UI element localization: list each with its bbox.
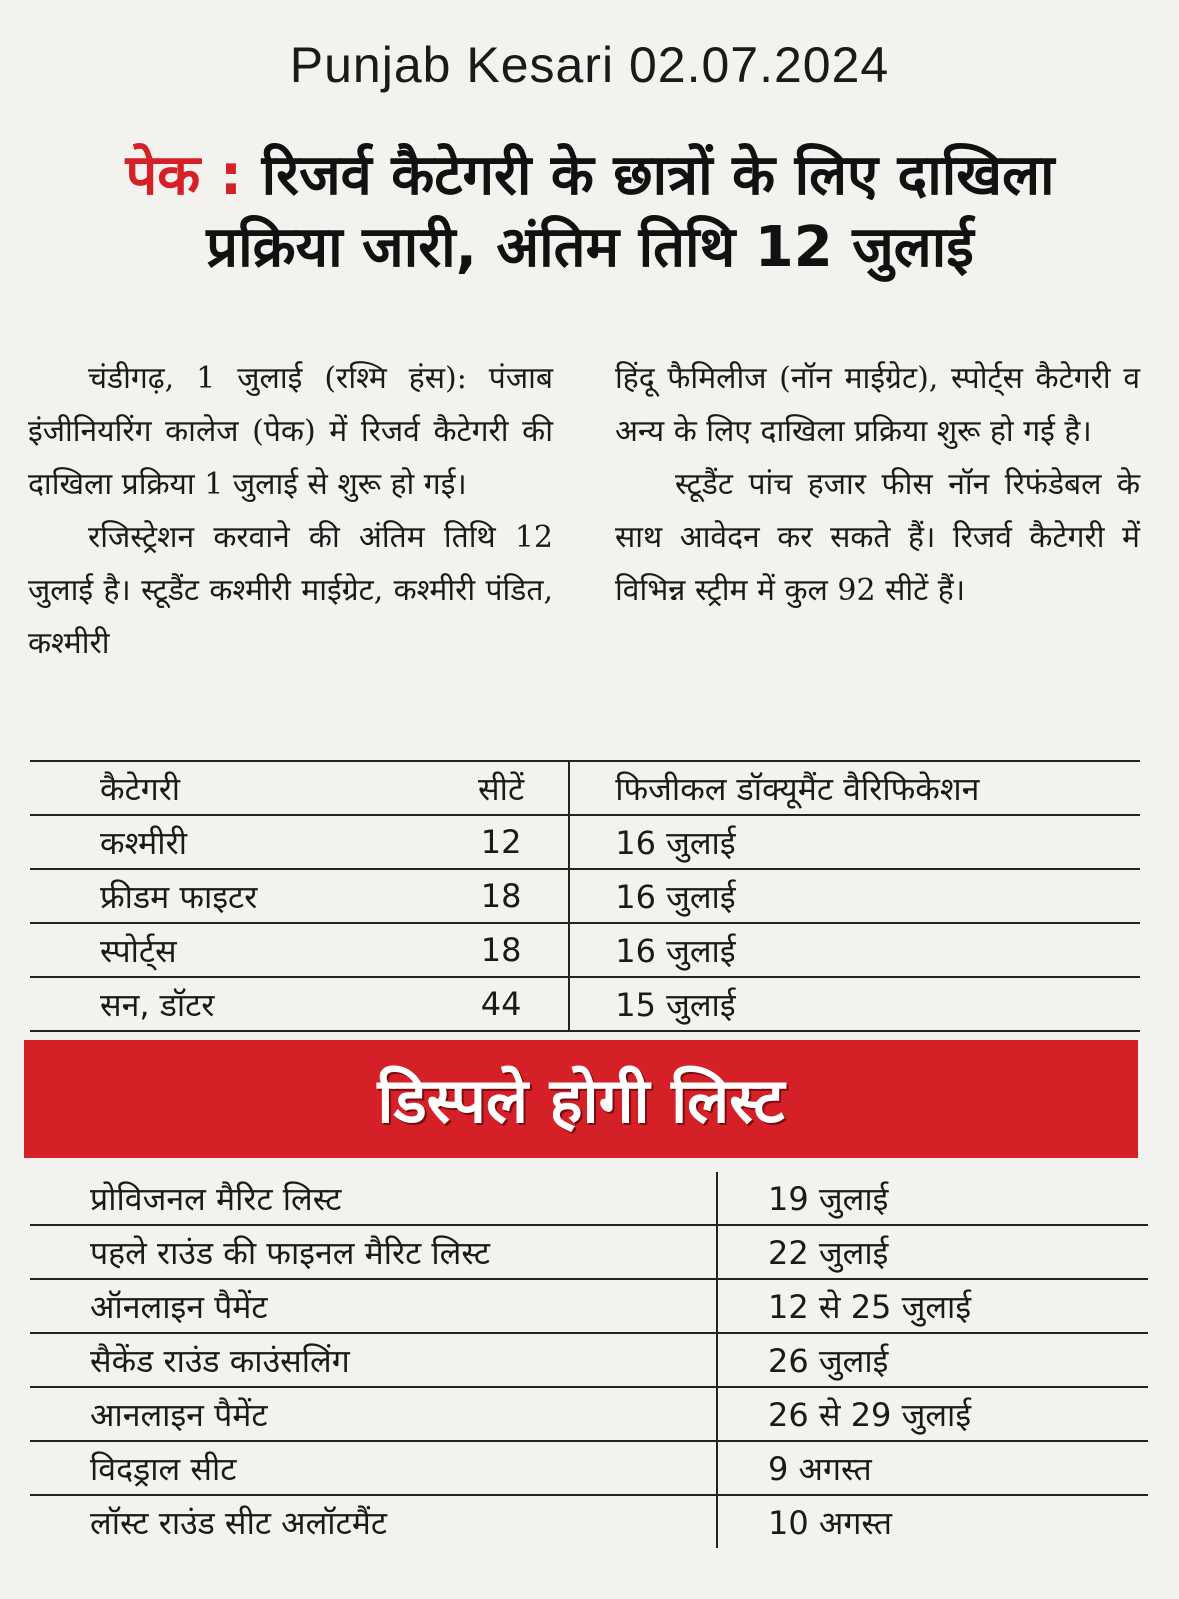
banner-title: डिस्पले होगी लिस्ट — [377, 1064, 785, 1137]
article-body — [28, 352, 1140, 670]
article-column-left — [28, 352, 553, 670]
table-cell: 18 — [434, 869, 569, 923]
table-cell: 18 — [434, 923, 569, 977]
table-cell: फ्रीडम फाइटर — [30, 869, 434, 923]
table-cell: 12 से 25 जुलाई — [717, 1279, 1148, 1333]
table-cell: 26 जुलाई — [717, 1333, 1148, 1387]
table-cell: ऑनलाइन पैमेंट — [30, 1279, 717, 1333]
article-paragraph: चंडीगढ़, 1 जुलाई (रश्मि हंस): पंजाब इंजीनियरिंग कालेज (पेक) में रिजर्व कैटेगरी की दाखिला प्रक्रिया 1 जुलाई से शुरू हो गई। — [28, 361, 553, 502]
table-cell: 9 अगस्त — [717, 1441, 1148, 1495]
table-row — [30, 1279, 1148, 1333]
table-row — [30, 1495, 1148, 1548]
table-cell: 15 जुलाई — [569, 977, 1140, 1031]
table-cell: आनलाइन पैमेंट — [30, 1387, 717, 1441]
table-row — [30, 815, 1140, 869]
table-row — [30, 1333, 1148, 1387]
table-row — [30, 869, 1140, 923]
table-cell: 12 — [434, 815, 569, 869]
table-cell: 16 जुलाई — [569, 869, 1140, 923]
section-banner — [24, 1040, 1138, 1158]
table-row — [30, 1441, 1148, 1495]
table-cell: लॉस्ट राउंड सीट अलॉटमैंट — [90, 1503, 387, 1542]
seats-table — [30, 760, 1140, 1032]
table-cell: स्पोर्ट्स — [30, 923, 434, 977]
table-header-row — [30, 761, 1140, 815]
table-row — [30, 977, 1140, 1031]
article-paragraph: रजिस्ट्रेशन करवाने की अंतिम तिथि 12 जुलाई है। स्टूडैंट कश्मीरी माईग्रेट, कश्मीरी पंडित, कश्मीरी — [28, 520, 553, 661]
table-cell: 16 जुलाई — [569, 815, 1140, 869]
headline-kicker: पेक : — [125, 143, 243, 208]
table-cell: प्रोविजनल मैरिट लिस्ट — [30, 1172, 717, 1225]
table-cell: 16 जुलाई — [569, 923, 1140, 977]
article-paragraph: स्टूडैंट पांच हजार फीस नॉन रिफंडेबल के साथ आवेदन कर सकते हैं। रिजर्व कैटेगरी में विभिन्न स्ट्रीम में कुल 92 सीटें हैं। — [615, 467, 1140, 608]
table-cell: 44 — [434, 977, 569, 1031]
headline-line1: रिजर्व कैटेगरी के छात्रों के लिए दाखिला — [261, 143, 1055, 208]
table-cell: 19 जुलाई — [717, 1172, 1148, 1225]
table-cell: कश्मीरी — [30, 815, 434, 869]
table-cell: 10 अगस्त — [717, 1495, 1148, 1548]
table-header: फिजीकल डॉक्यूमैंट वैरिफिकेशन — [569, 761, 1140, 815]
article-column-right — [615, 352, 1140, 670]
table-cell: सैकेंड राउंड काउंसलिंग — [30, 1333, 717, 1387]
table-cell: पहले राउंड की फाइनल मैरिट लिस्ट — [30, 1225, 717, 1279]
table-cell: 22 जुलाई — [717, 1225, 1148, 1279]
table-header: सीटें — [434, 761, 569, 815]
table-cell: सन, डॉटर — [30, 977, 434, 1031]
source-line: Punjab Kesari 02.07.2024 — [289, 37, 890, 93]
article-paragraph: हिंदू फैमिलीज (नॉन माईग्रेट), स्पोर्ट्स कैटेगरी व अन्य के लिए दाखिला प्रक्रिया शुरू हो गई है। — [615, 361, 1140, 449]
headline-line2: प्रक्रिया जारी, अंतिम तिथि 12 जुलाई — [206, 214, 974, 280]
table-cell: विदड्राल सीट — [30, 1441, 717, 1495]
table-cell: 26 से 29 जुलाई — [717, 1387, 1148, 1441]
schedule-table — [30, 1172, 1148, 1548]
table-row — [30, 1172, 1148, 1225]
table-header: कैटेगरी — [30, 761, 434, 815]
table-row — [30, 1387, 1148, 1441]
table-row — [30, 1225, 1148, 1279]
headline — [30, 140, 1150, 283]
table-row — [30, 923, 1140, 977]
